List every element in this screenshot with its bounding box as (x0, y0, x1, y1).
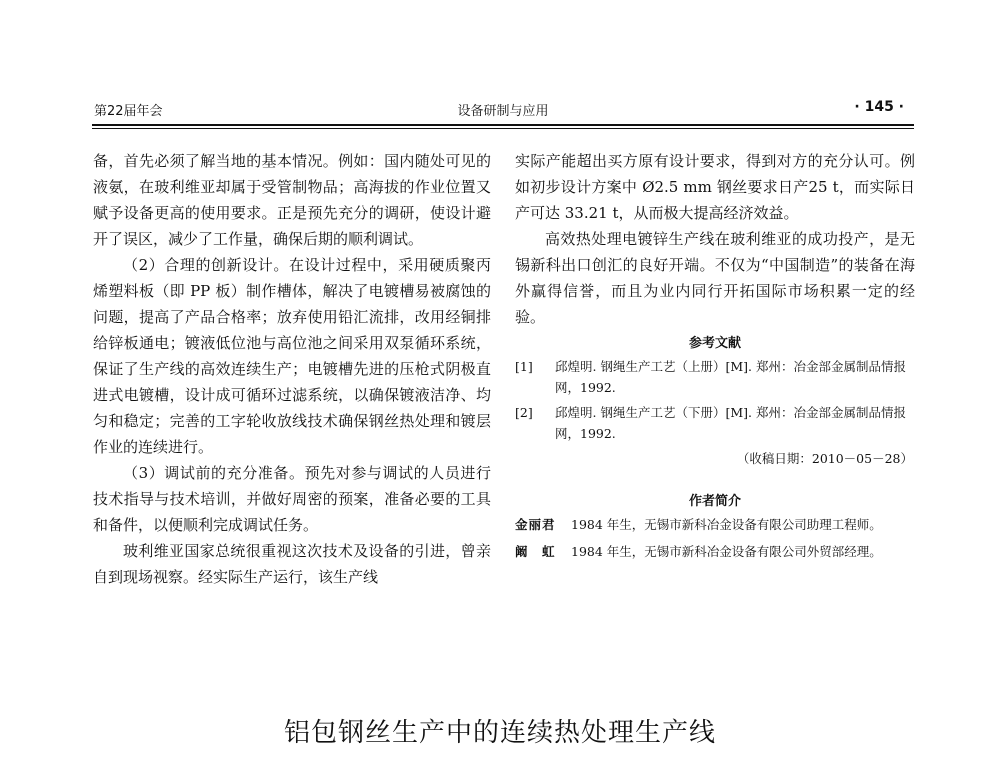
author-intro-heading: 作者简介 (688, 494, 741, 509)
author-name: 金丽君 (515, 517, 556, 532)
paragraph: 玻利维亚国家总统很重视这次技术及设备的引进，曾亲自到现场视察。经实际生产运行，该生产线 (93, 542, 491, 586)
author-name: 阚 虹 (515, 544, 556, 559)
paragraph: （3）调试前的充分准备。预先对参与调试的人员进行技术指导与技术培训，并做好周密的预案，准备必要的工具和备件，以便顺利完成调试任务。 (93, 464, 491, 534)
next-article-title: 铝包钢丝生产中的连续热处理生产线 (283, 718, 716, 748)
page-number: · 145 · (854, 99, 904, 115)
paragraph: 备，首先必须了解当地的基本情况。例如：国内随处可见的液氨，在玻利维亚却属于受管制物品；高海拔的作业位置又赋予设备更高的使用要求。正是预先充分的调研，使设计避开了误区，减少了工作量，确保后期的顺利调试。 (93, 152, 491, 248)
author-bio (515, 514, 915, 535)
reference-text: 邱煌明. 钢绳生产工艺（下册）[M]. 郑州：冶金部金属制品情报网，1992. (555, 405, 906, 441)
author-description: 1984 年生，无锡市新科冶金设备有限公司助理工程师。 (571, 517, 882, 532)
right-column (515, 148, 915, 568)
reference-text: 邱煌明. 钢绳生产工艺（上册）[M]. 郑州：冶金部金属制品情报网，1992. (555, 359, 906, 395)
header-rule-thin (92, 128, 914, 129)
reference-item (515, 356, 915, 398)
left-column (93, 148, 491, 590)
paragraph: 高效热处理电镀锌生产线在玻利维亚的成功投产，是无锡新科出口创汇的良好开端。不仅为“中国制造”的装备在海外赢得信誉，而且为业内同行开拓国际市场积累一定的经验。 (515, 230, 915, 326)
paragraph: （2）合理的创新设计。在设计过程中，采用硬质聚丙烯塑料板（即 PP 板）制作槽体，解决了电镀槽易被腐蚀的问题，提高了产品合格率；放弃使用铅汇流排，改用经铜排给锌板通电；镀液低位池与高位池之间采用双泵循环系统，保证了生产线的高效连续生产；电镀槽先进的压枪式阴极直进式电镀槽，设计成可循环过滤系统，以确保镀液洁净、均匀和稳定；完善的工字轮收放线技术确保钢丝热处理和镀层作业的连续进行。 (93, 256, 491, 456)
author-description: 1984 年生，无锡市新科冶金设备有限公司外贸部经理。 (571, 544, 882, 559)
references-heading: 参考文献 (688, 336, 741, 351)
section-label: 设备研制与应用 (457, 104, 549, 119)
reference-number: [2] (515, 405, 533, 420)
references-list (515, 356, 915, 444)
author-bio (515, 541, 915, 562)
paragraph: 实际产能超出买方原有设计要求，得到对方的充分认可。例如初步设计方案中 Ø2.5 mm 钢丝要求日产25 t，而实际日产可达 33.21 t，从而极大提高经济效益。 (515, 152, 915, 222)
received-date: （收稿日期：2010－05－28） (736, 451, 913, 466)
conference-label: 第22届年会 (94, 104, 163, 119)
header-rule-thick (92, 124, 914, 126)
reference-number: [1] (515, 359, 533, 374)
reference-item (515, 402, 915, 444)
running-header (92, 98, 914, 120)
